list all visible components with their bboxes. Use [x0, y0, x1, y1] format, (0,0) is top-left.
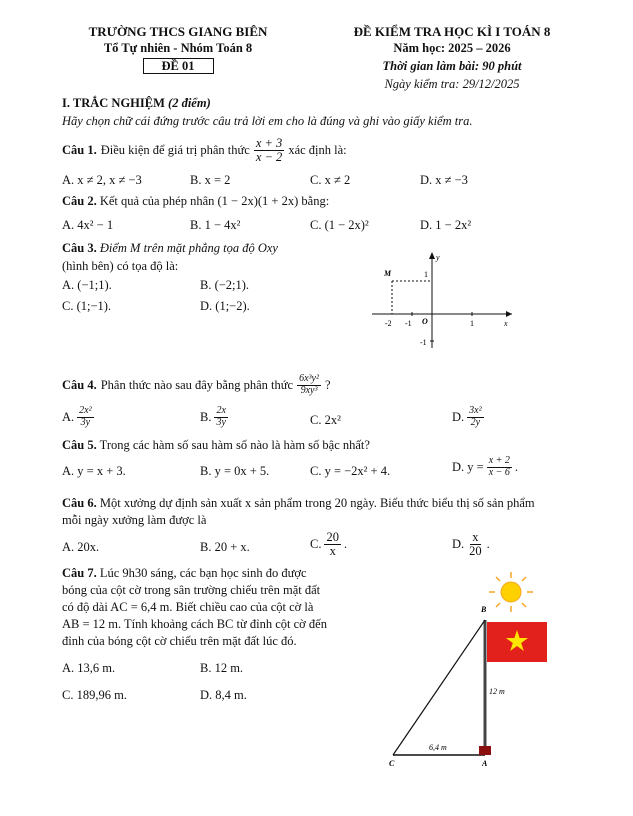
q4-a-den: 3y	[80, 416, 91, 428]
q6-c-suffix: .	[343, 537, 348, 552]
section-title-text: I. TRẮC NGHIỆM	[62, 96, 165, 110]
q5-d-den: x − 6	[488, 466, 510, 478]
q7-line-5: đỉnh của bóng cột cờ chiếu trên mặt đất lúc đó.	[62, 634, 297, 648]
q1-label: Câu 1.	[62, 143, 97, 158]
x-axis-arrow	[506, 311, 512, 317]
question-4	[62, 374, 331, 396]
vietnam-flag-icon	[487, 622, 547, 662]
department-name: Tổ Tự nhiên - Nhóm Toán 8	[103, 41, 253, 55]
q6-c-label: C.	[310, 537, 322, 552]
height-label: 12 m	[489, 687, 505, 696]
q4-fraction	[297, 374, 321, 396]
q4-a-label: A.	[62, 409, 75, 424]
q7-option-d: D. 8,4 m.	[200, 688, 247, 702]
school-year: Năm học: 2025 – 2026	[393, 41, 511, 55]
q6-option-a: A. 20x.	[62, 540, 100, 554]
q6-option-d	[452, 531, 490, 558]
q3-option-d: D. (1;−2).	[200, 299, 250, 313]
q1-denominator: x − 2	[255, 150, 283, 165]
point-a-label: A	[482, 759, 488, 768]
q7-line-4: AB = 12 m. Tính khoảng cách BC từ đỉnh cột cờ đến	[62, 617, 327, 631]
graph-y-label: y	[436, 253, 440, 262]
q5-option-c: C. y = −2x² + 4.	[310, 464, 391, 478]
q1-numerator: x + 3	[255, 136, 283, 150]
q2-text: Kết quả của phép nhân (1 − 2x)(1 + 2x) bằng:	[99, 194, 330, 208]
q4-label: Câu 4.	[62, 377, 97, 392]
coordinate-graph	[362, 246, 522, 356]
q7-line-3: có độ dài AC = 6,4 m. Biết chiều cao của cột cờ là	[62, 600, 314, 614]
q6-text: Một xưởng dự định sản xuất x sản phẩm trong 20 ngày. Biểu thức biểu thị số sản phẩm	[99, 496, 535, 510]
q6-c-den: x	[329, 544, 336, 559]
q4-b-num: 2x	[216, 405, 226, 416]
flagpole-figure	[385, 570, 555, 770]
q7-text-1: Lúc 9h30 sáng, các bạn học sinh đo được	[99, 566, 307, 580]
q4-option-c: C. 2x²	[310, 413, 341, 427]
q2-label: Câu 2.	[62, 194, 97, 208]
q4-numerator: 6x³y²	[299, 373, 319, 384]
graph-point-m: M	[384, 269, 392, 278]
q2-option-a: A. 4x² − 1	[62, 218, 114, 232]
q6-c-num: 20	[326, 530, 339, 544]
q4-d-fraction	[467, 406, 483, 428]
q6-d-suffix: .	[486, 537, 490, 552]
q4-text: Phân thức nào sau đây bằng phân thức	[100, 377, 294, 392]
point-b-label: B	[481, 605, 487, 614]
question-2	[62, 194, 329, 209]
graph-x-tick-minus2: -2	[385, 319, 392, 328]
q3-text: Điểm M trên mặt phẳng tọa độ Oxy	[99, 241, 278, 255]
sun-icon	[489, 572, 533, 612]
q4-suffix: ?	[324, 377, 331, 392]
q4-d-num: 3x²	[469, 405, 482, 416]
q6-label: Câu 6.	[62, 496, 97, 510]
q1-fraction	[254, 137, 284, 164]
point-c-label: C	[389, 759, 395, 768]
flagpole-base	[479, 746, 491, 755]
q6-c-fraction	[324, 531, 341, 558]
question-1	[62, 137, 347, 164]
question-6	[62, 496, 535, 511]
q4-a-num: 2x²	[79, 405, 92, 416]
q4-d-label: D.	[452, 409, 465, 424]
q7-option-a: A. 13,6 m.	[62, 661, 116, 675]
q7-line-1	[62, 566, 307, 581]
q1-option-d: D. x ≠ −3	[420, 173, 468, 187]
q4-option-b	[200, 406, 228, 428]
q3-option-b: B. (−2;1).	[200, 278, 250, 292]
exam-code: ĐỀ 01	[143, 58, 214, 74]
q4-denominator: 9xy³	[300, 384, 318, 396]
q3-text-2: (hình bên) có tọa độ là:	[62, 259, 179, 273]
y-axis-arrow	[429, 252, 435, 259]
question-5	[62, 438, 370, 453]
exam-title: ĐỀ KIỂM TRA HỌC KÌ I TOÁN 8	[353, 24, 551, 39]
section-points: (2 điểm)	[168, 96, 211, 110]
q7-option-b: B. 12 m.	[200, 661, 244, 675]
q7-line-2: bóng của cột cờ trong sân trường chiếu trên mặt đất	[62, 583, 321, 597]
q7-label: Câu 7.	[62, 566, 97, 580]
section-instruction: Hãy chọn chữ cái đứng trước câu trả lời em cho là đúng và ghi vào giấy kiểm tra.	[62, 114, 473, 128]
q1-option-c: C. x ≠ 2	[310, 173, 351, 187]
q5-d-label: D. y =	[452, 459, 484, 474]
q5-d-num: x + 2	[488, 455, 510, 466]
q5-option-d	[452, 456, 518, 478]
school-name: TRƯỜNG THCS GIANG BIÊN	[88, 24, 268, 39]
q4-option-a	[62, 406, 94, 428]
q2-option-c: C. (1 − 2x)²	[310, 218, 369, 232]
graph-x-tick-minus1: -1	[405, 319, 412, 328]
q1-option-a: A. x ≠ 2, x ≠ −3	[62, 173, 142, 187]
q6-d-label: D.	[452, 537, 465, 552]
exam-duration: Thời gian làm bài: 90 phút	[382, 59, 522, 73]
q4-option-d	[452, 406, 484, 428]
q2-option-b: B. 1 − 4x²	[190, 218, 241, 232]
exam-code-box	[133, 59, 223, 74]
q1-suffix: xác định là:	[288, 143, 347, 158]
section-title	[62, 96, 211, 111]
q4-b-fraction	[214, 406, 227, 428]
exam-date: Ngày kiểm tra: 29/12/2025	[384, 77, 520, 91]
q6-d-num: x	[472, 530, 479, 544]
graph-x-tick-1: 1	[470, 319, 474, 328]
graph-y-tick-minus1: -1	[420, 338, 427, 347]
q3-option-a: A. (−1;1).	[62, 278, 112, 292]
q6-text-2: mỗi ngày xưởng làm được là	[62, 513, 207, 527]
q1-option-b: B. x = 2	[190, 173, 231, 187]
q7-option-c: C. 189,96 m.	[62, 688, 127, 702]
q4-b-den: 3y	[216, 416, 226, 428]
q2-option-d: D. 1 − 2x²	[420, 218, 472, 232]
shadow-label: 6,4 m	[429, 743, 447, 752]
q6-option-b: B. 20 + x.	[200, 540, 250, 554]
segment-bc	[393, 620, 485, 755]
q1-text: Điều kiện để giá trị phân thức	[100, 143, 250, 158]
q5-d-suffix: .	[514, 459, 519, 474]
q5-d-fraction	[487, 456, 512, 478]
q4-b-label: B.	[200, 409, 212, 424]
q3-label: Câu 3.	[62, 241, 97, 255]
q4-d-den: 2y	[470, 416, 481, 428]
q5-label: Câu 5.	[62, 438, 97, 452]
q4-a-fraction	[77, 406, 93, 428]
q5-text: Trong các hàm số sau hàm số nào là hàm số bậc nhất?	[99, 438, 370, 452]
q3-option-c: C. (1;−1).	[62, 299, 112, 313]
graph-origin-label: O	[422, 317, 428, 326]
graph-y-tick-1: 1	[424, 270, 428, 279]
graph-x-label: x	[504, 319, 508, 328]
question-3	[62, 241, 278, 256]
q6-option-c	[310, 531, 347, 558]
q6-d-den: 20	[469, 544, 482, 559]
q5-option-b: B. y = 0x + 5.	[200, 464, 270, 478]
q6-d-fraction	[467, 531, 484, 558]
q5-option-a: A. y = x + 3.	[62, 464, 126, 478]
